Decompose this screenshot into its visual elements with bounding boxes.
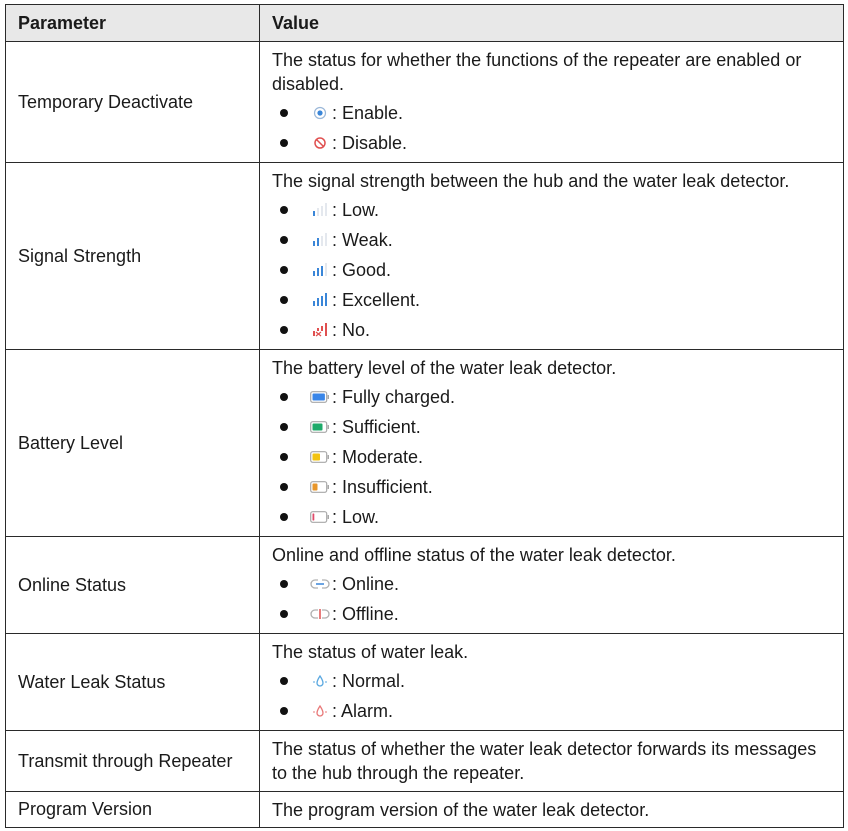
list-item-label: : Offline.	[332, 604, 399, 624]
parameter-value	[260, 537, 844, 634]
value-list	[272, 382, 831, 532]
value-description: Online and offline status of the water leak detector.	[272, 545, 676, 565]
signal-none-icon	[310, 322, 330, 338]
table-row	[6, 634, 844, 731]
parameter-name: Transmit through Repeater	[6, 731, 260, 792]
table-header-row	[6, 5, 844, 42]
list-item	[272, 599, 831, 629]
list-item	[272, 666, 831, 696]
parameter-name: Water Leak Status	[6, 634, 260, 731]
parameter-name: Battery Level	[6, 350, 260, 537]
list-item	[272, 412, 831, 442]
signal-low-icon	[310, 202, 330, 218]
value-description: The program version of the water leak detector.	[272, 799, 650, 820]
list-item-label: : Weak.	[332, 230, 393, 250]
bullet-icon	[280, 326, 288, 334]
list-item	[272, 472, 831, 502]
table-row	[6, 163, 844, 350]
bullet-icon	[280, 206, 288, 214]
value-description: The status of water leak.	[272, 642, 469, 662]
list-item-label: : Moderate.	[332, 447, 424, 467]
list-item	[272, 285, 831, 315]
table-row	[6, 537, 844, 634]
bullet-icon	[280, 610, 288, 618]
value-list	[272, 569, 831, 629]
list-item-label: : Insufficient.	[332, 477, 433, 497]
parameter-value	[260, 634, 844, 731]
value-description: The battery level of the water leak detector.	[272, 358, 617, 378]
enable-icon	[310, 105, 330, 121]
list-item	[272, 382, 831, 412]
bullet-icon	[280, 580, 288, 588]
list-item	[272, 255, 831, 285]
battery-sufficient-icon	[310, 419, 330, 435]
value-description: The status for whether the functions of the repeater are enabled or disabled.	[272, 50, 802, 94]
list-item-label: : Online.	[332, 574, 400, 594]
parameter-value	[260, 163, 844, 350]
column-header-parameter: Parameter	[6, 5, 260, 42]
list-item	[272, 502, 831, 532]
value-list	[272, 195, 831, 345]
list-item-label: : Low.	[332, 200, 380, 220]
battery-moderate-icon	[310, 449, 330, 465]
bullet-icon	[280, 677, 288, 685]
parameter-value	[260, 350, 844, 537]
bullet-icon	[280, 139, 288, 147]
parameter-name: Signal Strength	[6, 163, 260, 350]
list-item-label: : Excellent.	[332, 290, 421, 310]
bullet-icon	[280, 236, 288, 244]
list-item-label: : Sufficient.	[332, 417, 421, 437]
parameter-name: Temporary Deactivate	[6, 42, 260, 163]
water-normal-icon	[310, 673, 330, 689]
column-header-value: Value	[260, 5, 844, 42]
table-row	[6, 350, 844, 537]
bullet-icon	[280, 483, 288, 491]
list-item	[272, 569, 831, 599]
value-list	[272, 666, 831, 726]
list-item-label: : Low.	[332, 507, 380, 527]
battery-full-icon	[310, 389, 330, 405]
table-row	[6, 792, 844, 828]
parameter-name: Program Version	[6, 792, 260, 828]
table-row	[6, 731, 844, 792]
parameter-name: Online Status	[6, 537, 260, 634]
bullet-icon	[280, 453, 288, 461]
online-icon	[310, 576, 330, 592]
list-item	[272, 195, 831, 225]
bullet-icon	[280, 109, 288, 117]
value-description: The status of whether the water leak detector forwards its messages to the hub through the repeater.	[272, 739, 817, 783]
list-item-label: : Disable.	[332, 133, 408, 153]
parameter-table	[5, 4, 844, 828]
list-item-label: : Good.	[332, 260, 392, 280]
list-item	[272, 442, 831, 472]
table-row	[6, 42, 844, 163]
list-item	[272, 98, 831, 128]
parameter-value	[260, 731, 844, 792]
bullet-icon	[280, 423, 288, 431]
disable-icon	[310, 135, 330, 151]
signal-excellent-icon	[310, 292, 330, 308]
bullet-icon	[280, 513, 288, 521]
list-item-label: : No.	[332, 320, 371, 340]
offline-icon	[310, 606, 330, 622]
parameter-value	[260, 42, 844, 163]
bullet-icon	[280, 393, 288, 401]
list-item	[272, 128, 831, 158]
value-list	[272, 98, 831, 158]
bullet-icon	[280, 266, 288, 274]
list-item	[272, 315, 831, 345]
bullet-icon	[280, 296, 288, 304]
bullet-icon	[280, 707, 288, 715]
list-item	[272, 225, 831, 255]
list-item-label: : Fully charged.	[332, 387, 456, 407]
list-item-label: : Enable.	[332, 103, 404, 123]
battery-low-icon	[310, 509, 330, 525]
list-item-label: : Alarm.	[332, 701, 394, 721]
list-item-label: : Normal.	[332, 671, 406, 691]
battery-insufficient-icon	[310, 479, 330, 495]
signal-good-icon	[310, 262, 330, 278]
signal-weak-icon	[310, 232, 330, 248]
parameter-value	[260, 792, 844, 828]
water-alarm-icon	[310, 703, 330, 719]
list-item	[272, 696, 831, 726]
value-description: The signal strength between the hub and the water leak detector.	[272, 171, 790, 191]
